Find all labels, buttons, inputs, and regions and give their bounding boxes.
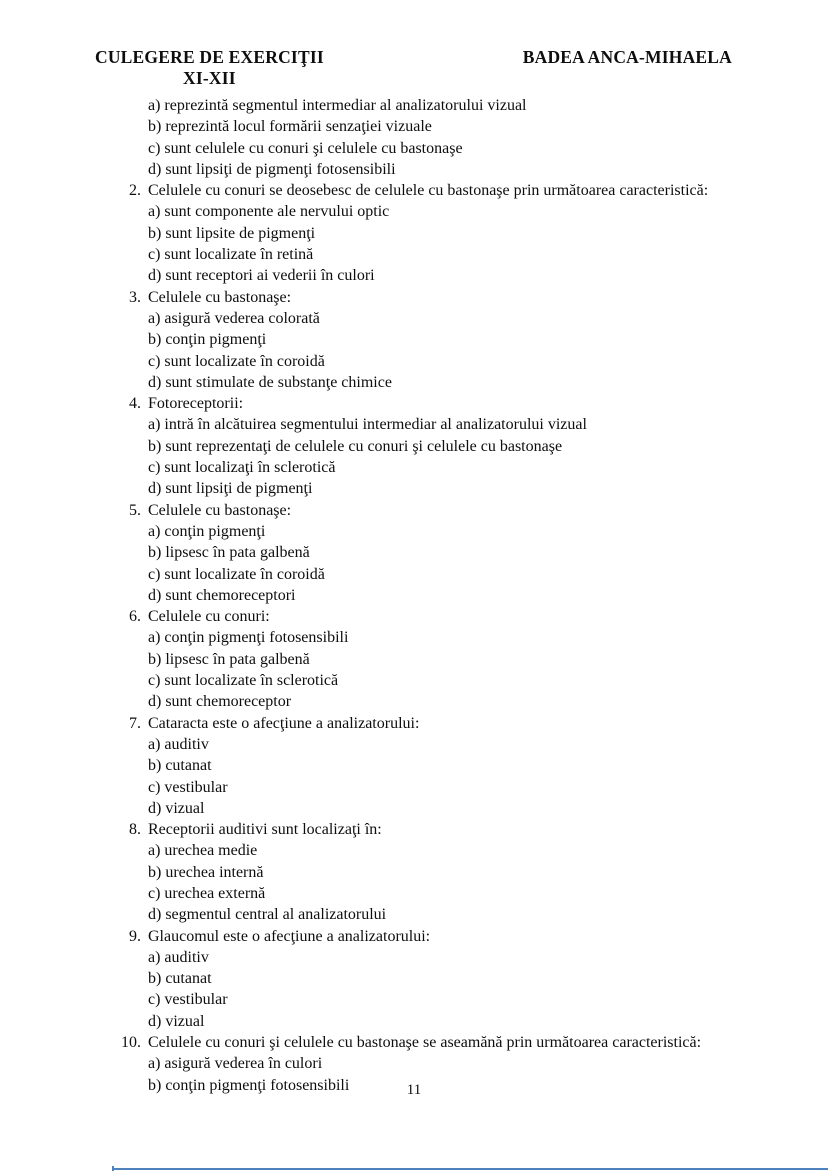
- question-number: 8.: [129, 821, 141, 839]
- page-number: 11: [406, 1082, 422, 1098]
- answer-option: d) sunt stimulate de substanţe chimice: [148, 373, 392, 391]
- question-number: 5.: [129, 501, 141, 519]
- question-number: 10.: [121, 1034, 141, 1052]
- book-title-line1: CULEGERE DE EXERCIŢII: [95, 47, 324, 67]
- question-text: Celulele cu conuri se deosebesc de celulele cu bastonaşe prin următoarea caracteristică:: [148, 182, 709, 200]
- question-item: [115, 926, 798, 947]
- question-item: [115, 1032, 798, 1053]
- book-title-line2: XI-XII: [183, 68, 236, 88]
- answer-option: c) sunt localizaţi în sclerotică: [148, 459, 336, 477]
- question-item: [115, 500, 798, 521]
- answer-option: b) cutanat: [148, 970, 212, 988]
- answer-option: c) sunt localizate în coroidă: [148, 352, 325, 370]
- answer-option: a) conţin pigmenţi fotosensibili: [148, 629, 349, 647]
- page-header: [95, 47, 732, 89]
- answer-option: c) vestibular: [148, 991, 228, 1009]
- question-item: [115, 606, 798, 627]
- answer-option: d) sunt lipsiţi de pigmenţi: [148, 480, 313, 498]
- answer-option: b) conţin pigmenţi fotosensibili: [148, 1076, 350, 1094]
- question-number: 2.: [129, 182, 141, 200]
- answer-option: a) auditiv: [148, 735, 209, 753]
- answer-option: b) reprezintă locul formării senzaţiei vizuale: [148, 118, 432, 136]
- question-number: 9.: [129, 927, 141, 945]
- question-item: [115, 180, 798, 201]
- answer-option: a) conţin pigmenţi: [148, 522, 266, 540]
- answer-option: d) vizual: [148, 1012, 205, 1030]
- answer-option: a) urechea medie: [148, 842, 258, 860]
- answer-option: a) reprezintă segmentul intermediar al analizatorului vizual: [148, 97, 527, 114]
- author-name: BADEA ANCA-MIHAELA: [522, 47, 732, 67]
- answer-option: a) intră în alcătuirea segmentului intermediar al analizatorului vizual: [148, 416, 587, 434]
- answer-option: b) lipsesc în pata galbenă: [148, 544, 310, 562]
- question-text: Celulele cu conuri şi celulele cu bastonaşe se aseamănă prin următoarea caracteristică:: [148, 1034, 702, 1052]
- question-number: 6.: [129, 608, 141, 626]
- answer-option: a) asigură vederea în culori: [148, 1055, 323, 1073]
- question-text: Glaucomul este o afecţiune a analizatorului:: [148, 927, 431, 945]
- question-item: [115, 819, 798, 840]
- answer-option: d) segmentul central al analizatorului: [148, 906, 387, 924]
- answer-option: b) cutanat: [148, 757, 212, 775]
- answer-option: a) sunt componente ale nervului optic: [148, 203, 390, 221]
- answer-option: c) sunt localizate în coroidă: [148, 565, 325, 583]
- exercise-list: [115, 95, 798, 1096]
- answer-option: a) asigură vederea colorată: [148, 309, 320, 327]
- answer-option: d) sunt lipsiţi de pigmenţi fotosensibili: [148, 160, 396, 178]
- question-item: [115, 393, 798, 414]
- answer-option: c) sunt celulele cu conuri şi celulele cu bastonaşe: [148, 139, 463, 157]
- question-text: Celulele cu bastonaşe:: [148, 501, 292, 519]
- book-title: [95, 47, 324, 89]
- answer-option: c) urechea externă: [148, 884, 266, 902]
- answer-option: a) auditiv: [148, 948, 209, 966]
- question-number: 7.: [129, 714, 141, 732]
- question-text: Cataracta este o afecţiune a analizatorului:: [148, 714, 420, 732]
- page-frame-corner: [112, 1166, 114, 1171]
- answer-option: b) conţin pigmenţi: [148, 331, 267, 349]
- question-item: [115, 713, 798, 734]
- page-frame-line: [112, 1168, 828, 1170]
- question-number: 4.: [129, 395, 141, 413]
- answer-option: c) sunt localizate în retină: [148, 246, 314, 264]
- question-item: [115, 287, 798, 308]
- answer-option: c) vestibular: [148, 778, 228, 796]
- question-text: Celulele cu bastonaşe:: [148, 288, 292, 306]
- answer-option: c) sunt localizate în sclerotică: [148, 672, 339, 690]
- answer-option: d) sunt chemoreceptor: [148, 693, 292, 711]
- answer-option: d) sunt receptori ai vederii în culori: [148, 267, 375, 285]
- question-text: Fotoreceptorii:: [148, 395, 244, 413]
- answer-option: b) sunt lipsite de pigmenţi: [148, 224, 316, 242]
- answer-option: b) sunt reprezentaţi de celulele cu conuri şi celulele cu bastonaşe: [148, 437, 563, 455]
- answer-option: d) sunt chemoreceptori: [148, 586, 296, 604]
- question-text: Receptorii auditivi sunt localizaţi în:: [148, 821, 382, 839]
- answer-option: b) lipsesc în pata galbenă: [148, 650, 310, 668]
- answer-option: b) urechea internă: [148, 863, 264, 881]
- question-number: 3.: [129, 288, 141, 306]
- question-text: Celulele cu conuri:: [148, 608, 270, 626]
- answer-option: d) vizual: [148, 799, 205, 817]
